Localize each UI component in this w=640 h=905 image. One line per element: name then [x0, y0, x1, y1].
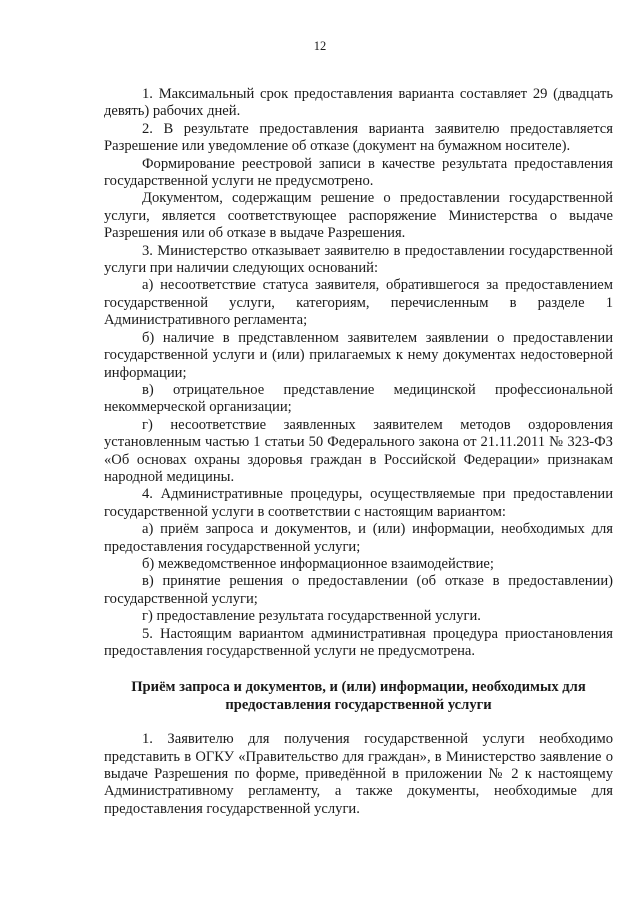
- list-item-ground-a: а) несоответствие статуса заявителя, обратившегося за предоставлением государственной услуги, категориям, перечисленным в разделе 1 Административного регламента;: [104, 277, 613, 329]
- paragraph-result: 2. В результате предоставления варианта заявителю предоставляется Разрешение или уведомление об отказе (документ на бумажном носителе).: [104, 120, 613, 155]
- section-heading: [104, 679, 613, 714]
- paragraph-registry-record: Формирование реестровой записи в качестве результата предоставления государственной услуги не предусмотрено.: [104, 155, 613, 190]
- paragraph-decision-document: Документом, содержащим решение о предоставлении государственной услуги, является соответствующее распоряжение Министерства о выдаче Разрешения или об отказе в выдаче Разрешения.: [104, 190, 613, 242]
- list-item-procedure-a: а) приём запроса и документов, и (или) информации, необходимых для предоставления государственной услуги;: [104, 521, 613, 555]
- paragraph-submission: 1. Заявителю для получения государственной услуги необходимо представить в ОГКУ «Правительство для граждан», в Министерство заявление о выдаче Разрешения по форме, приведённой в приложении № 2 к настоящему Административному регламенту, а также документы, необходимые для предоставления государственной услуги.: [104, 731, 613, 817]
- list-item-procedure-b: б) межведомственное информационное взаимодействие;: [142, 555, 494, 572]
- document-body: [104, 86, 613, 818]
- page-number: 12: [313, 39, 327, 53]
- paragraph-suspension: 5. Настоящим вариантом административная процедура приостановления предоставления государственной услуги не предусмотрена.: [104, 625, 613, 659]
- list-item-ground-g: г) несоответствие заявленных заявителем методов оздоровления установленным частью 1 статьи 50 Федерального закона от 21.11.2011 № 323-ФЗ «Об основах охраны здоровья граждан в Российской Федерации» признакам народной медицины.: [104, 416, 613, 485]
- section-heading-line-2: предоставления государственной услуги: [225, 696, 492, 713]
- paragraph-procedures: 4. Административные процедуры, осуществляемые при предоставлении государственной услуги в соответствии с настоящим вариантом:: [104, 486, 613, 520]
- list-item-procedure-g: г) предоставление результата государственной услуги.: [142, 608, 481, 625]
- paragraph-max-term: 1. Максимальный срок предоставления варианта составляет 29 (двадцать девять) рабочих дней.: [104, 86, 613, 120]
- paragraph-refusal-grounds: 3. Министерство отказывает заявителю в предоставлении государственной услуги при наличии следующих оснований:: [104, 242, 613, 277]
- list-item-ground-v: в) отрицательное представление медицинской профессиональной некоммерческой организации;: [104, 381, 613, 416]
- list-item-ground-b: б) наличие в представленном заявителем заявлении о предоставлении государственной услуги и (или) прилагаемых к нему документах недостоверной информации;: [104, 329, 613, 381]
- section-heading-line-1: Приём запроса и документов, и (или) информации, необходимых для: [131, 679, 586, 696]
- list-item-procedure-v: в) принятие решения о предоставлении (об отказе в предоставлении) государственной услуги;: [104, 573, 613, 607]
